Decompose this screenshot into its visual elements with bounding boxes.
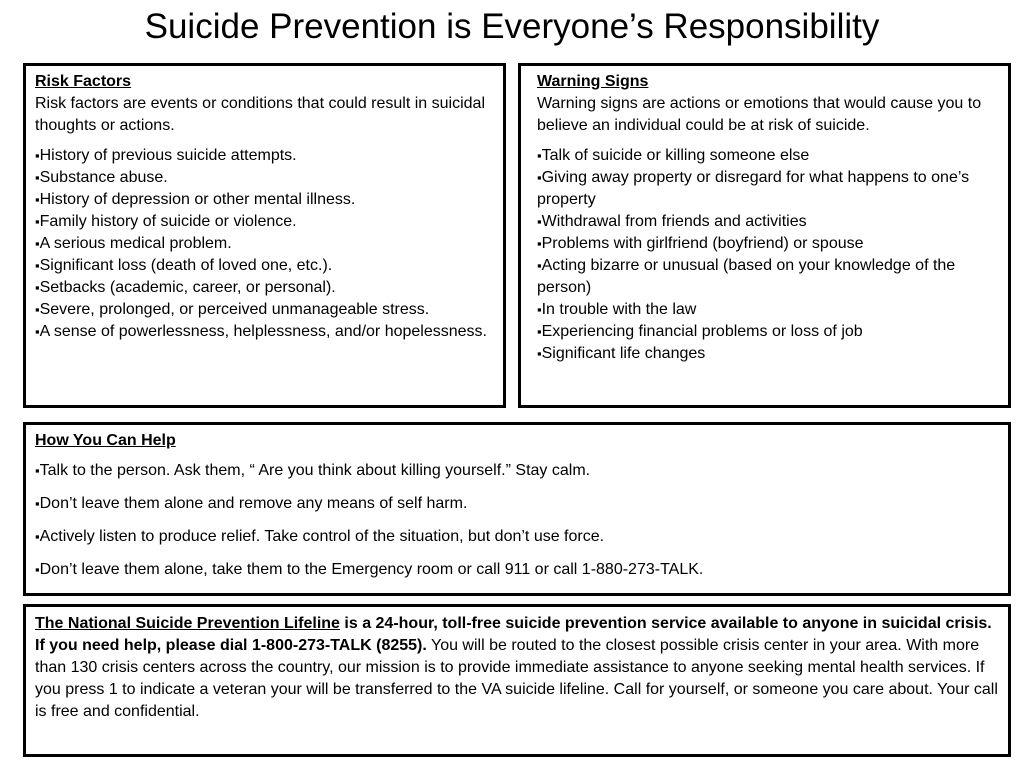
bullet-icon: ▪	[35, 258, 40, 273]
bullet-icon: ▪	[35, 302, 40, 317]
bullet-icon: ▪	[35, 496, 40, 511]
list-item: ▪Family history of suicide or violence.	[35, 213, 297, 230]
bullet-icon: ▪	[537, 236, 542, 251]
list-item: ▪History of depression or other mental illness.	[35, 191, 356, 208]
list-item: ▪Talk to the person. Ask them, “ Are you think about killing yourself.” Stay calm.	[35, 462, 591, 479]
risk-factors-intro: Risk factors are events or conditions that could result in suicidal thoughts or actions.	[35, 95, 485, 134]
bullet-icon: ▪	[35, 170, 40, 185]
list-item: ▪Experiencing financial problems or loss of job	[537, 323, 863, 340]
list-item: ▪A serious medical problem.	[35, 235, 232, 252]
bullet-icon: ▪	[35, 562, 40, 577]
list-item: ▪Significant loss (death of loved one, etc.).	[35, 257, 333, 274]
bullet-icon: ▪	[35, 324, 40, 339]
bullet-icon: ▪	[537, 324, 542, 339]
list-item: ▪A sense of powerlessness, helplessness, and/or hopelessness.	[35, 323, 487, 340]
how-you-can-help-panel	[23, 422, 1011, 596]
bullet-icon: ▪	[35, 214, 40, 229]
warning-signs-intro: Warning signs are actions or emotions that would cause you to believe an individual could be at risk of suicide.	[537, 95, 982, 134]
list-item: ▪History of previous suicide attempts.	[35, 147, 297, 164]
risk-factors-panel	[23, 63, 506, 408]
risk-factors-heading: Risk Factors	[35, 73, 132, 90]
bullet-icon: ▪	[537, 346, 542, 361]
bullet-icon: ▪	[537, 258, 542, 273]
warning-signs-heading: Warning Signs	[537, 73, 649, 90]
list-item: ▪Substance abuse.	[35, 169, 168, 186]
lifeline-call-to-action: is a 24-hour, toll-free suicide prevention service available to anyone in suicidal crisis. If you need help, please dial 1-800-273-TALK (8255).	[35, 615, 992, 654]
warning-signs-list	[537, 145, 999, 365]
list-item: ▪Problems with girlfriend (boyfriend) or spouse	[537, 235, 864, 252]
list-item: ▪Talk of suicide or killing someone else	[537, 147, 810, 164]
list-item: ▪Don’t leave them alone, take them to the Emergency room or call 911 or call 1-880-273-TALK.	[35, 561, 704, 578]
lifeline-panel	[23, 604, 1011, 757]
bullet-icon: ▪	[35, 236, 40, 251]
how-you-can-help-heading: How You Can Help	[35, 432, 176, 449]
how-you-can-help-list	[35, 460, 999, 581]
bullet-icon: ▪	[35, 148, 40, 163]
bullet-icon: ▪	[35, 529, 40, 544]
warning-signs-panel	[518, 63, 1011, 408]
list-item: ▪Significant life changes	[537, 345, 706, 362]
list-item: ▪Actively listen to produce relief. Take control of the situation, but don’t use force.	[35, 528, 605, 545]
bullet-icon: ▪	[537, 302, 542, 317]
bullet-icon: ▪	[537, 170, 542, 185]
list-item: ▪In trouble with the law	[537, 301, 697, 318]
bullet-icon: ▪	[537, 214, 542, 229]
bullet-icon: ▪	[35, 192, 40, 207]
page-title: Suicide Prevention is Everyone’s Responsibility	[144, 7, 880, 46]
list-item: ▪Don’t leave them alone and remove any means of self harm.	[35, 495, 468, 512]
lifeline-paragraph	[35, 613, 999, 723]
bullet-icon: ▪	[35, 463, 40, 478]
bullet-icon: ▪	[537, 148, 542, 163]
list-item: ▪Giving away property or disregard for what happens to one’s property	[537, 169, 970, 208]
lifeline-name: The National Suicide Prevention Lifeline	[35, 615, 340, 632]
risk-factors-list	[35, 145, 494, 343]
bullet-icon: ▪	[35, 280, 40, 295]
list-item: ▪Withdrawal from friends and activities	[537, 213, 807, 230]
lifeline-body: You will be routed to the closest possible crisis center in your area. With more than 130 crisis centers across the country, our mission is to provide immediate assistance to anyone seeking mental health services. If you press 1 to indicate a veteran your will be transferred to the VA suicide lifeline. Call for yourself, or someone you care about. Your call is free and confidential.	[35, 637, 998, 720]
list-item: ▪Acting bizarre or unusual (based on your knowledge of the person)	[537, 257, 956, 296]
list-item: ▪Severe, prolonged, or perceived unmanageable stress.	[35, 301, 430, 318]
list-item: ▪Setbacks (academic, career, or personal).	[35, 279, 336, 296]
